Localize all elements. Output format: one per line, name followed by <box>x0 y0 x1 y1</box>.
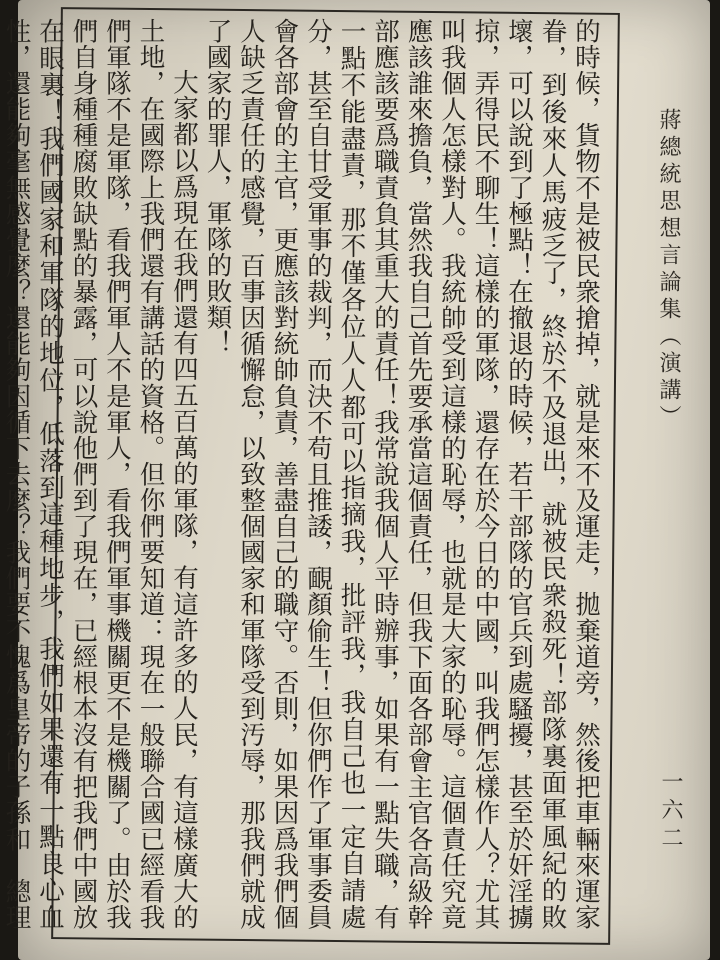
running-head: 蔣總統思想言論集（演講） <box>656 108 681 432</box>
book-page <box>1 0 710 960</box>
paragraph-1: 的時候，貨物不是被民衆搶掉，就是來不及運走，拋棄道旁，然後把車輛來運家眷，到後來人馬疲乏了，終於不及退出，就被民衆殺死！部隊裏面軍風紀的敗壞，可以說到了極點！在撤退的時候，若干部隊的官兵到處騷擾，甚至於奸淫擄掠，弄得民不聊生！這樣的軍隊，還存在於今日的中國，叫我們怎樣作人？尤其叫我個人怎樣對人。我統帥受到這樣的恥辱，也就是大家的恥辱。這個責任究竟應該誰來擔負，當然我自己首先要承當這個責任，但我下面各部會主官各高級幹部應該要爲職責負其重大的責任！我常說我個人平時辦事，如果有一點失職，有一點不能盡責，那不僅各位人人都可以指摘我，批評我，我自己也一定自請處分，甚至自甘受軍事的裁判，而決不苟且推諉，靦顏偷生！但你們作了軍事委員會各部會的主官，更應該對統帥負責，善盡自己的職守。否則，如果因爲我們個人缺乏責任的感覺，百事因循懈怠，以致整個國家和軍隊受到汚辱，那我們就成了國家的罪人，軍隊的敗類！ <box>202 18 601 930</box>
body-text <box>1 18 602 930</box>
paragraph-2: 大家都以爲現在我們還有四五百萬的軍隊，有這許多的人民，有這樣廣大的土地，在國際上我們還有講話的資格。但你們要知道：現在一般聯合國已經看我們軍隊不是軍隊，看我們軍人不是軍人，看我們軍事機關更不是機關了。由於我們自身種種腐敗缺點的暴露，可以說他們到了現在，已經根本沒有把我們中國放在眼裏！我們國家和軍隊的地位，低落到這種地步，我們如果還有一點良心血性，還能夠毫無感覺麼？還能夠因循下去麼？我們要不愧爲皇帝的子孫和 總理 <box>1 18 199 930</box>
page-number: 一六二 <box>658 770 683 854</box>
